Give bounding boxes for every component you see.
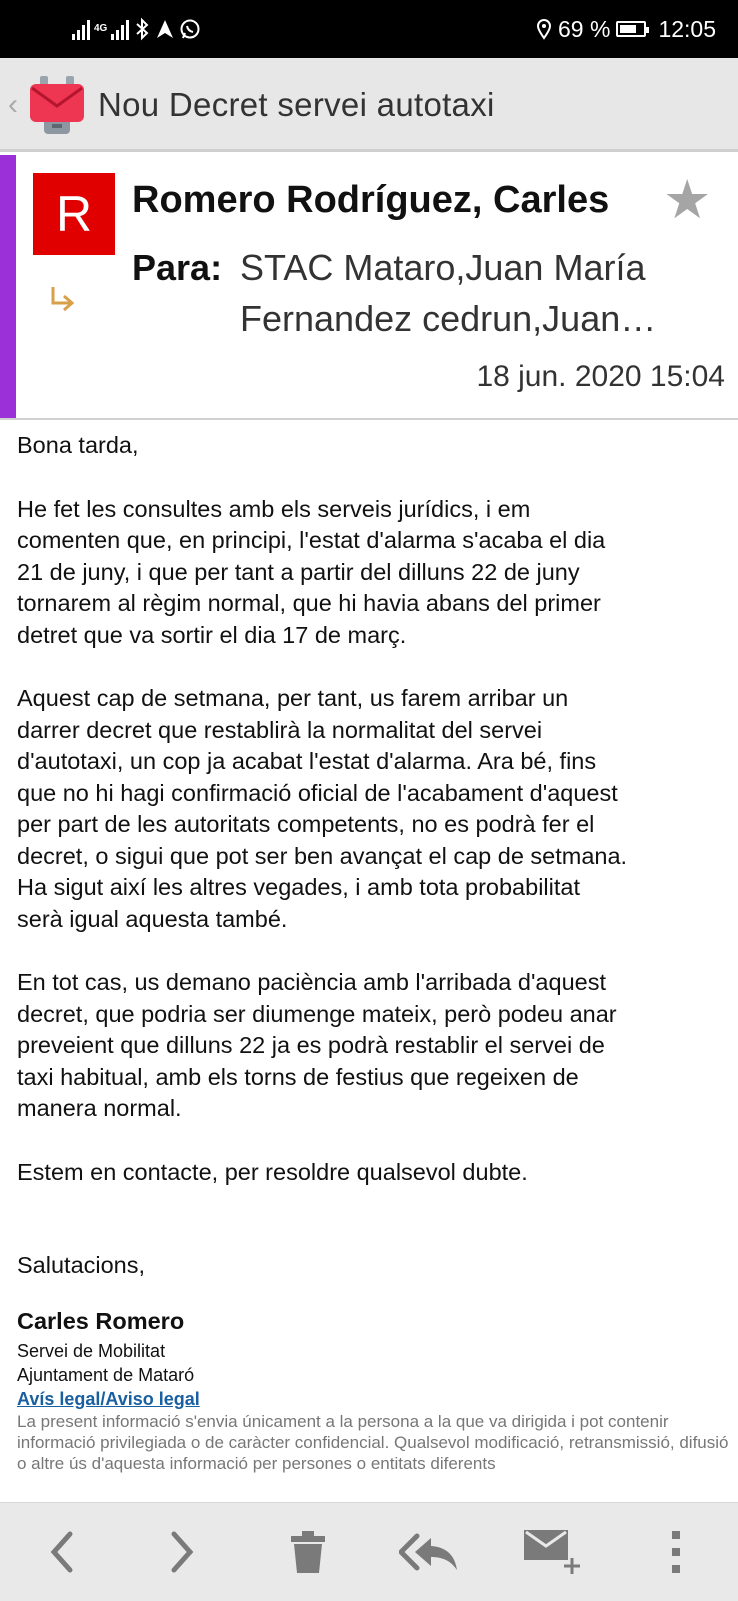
status-icons-left: [72, 14, 201, 44]
battery-icon: [616, 21, 646, 37]
signature-department: Servei de Mobilitat: [17, 1340, 166, 1361]
sender-name[interactable]: Romero Rodríguez, Carles: [132, 179, 610, 221]
signature-organization: Ajuntament de Mataró: [17, 1364, 195, 1385]
bottom-toolbar: [0, 1502, 738, 1601]
reply-all-button[interactable]: [380, 1503, 480, 1601]
more-options-button[interactable]: [626, 1503, 726, 1601]
status-icons-right: [536, 14, 716, 44]
next-icon: [162, 1528, 202, 1576]
back-chevron-icon[interactable]: ‹: [8, 88, 18, 121]
app-bar: [0, 58, 738, 152]
reply-all-icon: [399, 1530, 461, 1574]
account-color-bar: [0, 155, 16, 418]
body-paragraph: Aquest cap de setmana, per tant, us farem arribar un darrer decret que restablirà la normalitat del servei d'autotaxi, un cop ja acabat l'estat d'alarma. Ara bé, fins que no hi hagi confirmació oficial de l'acabament d'aquest per part de les autoritats competents, no es podrà fer el decret, o sigui que pot ser ben avançat el cap de setmana. Ha sigut així les altres vegades, i amb tota probabilitat serà igual aquesta també.: [17, 685, 628, 932]
delete-button[interactable]: [258, 1503, 358, 1601]
message-body: [17, 430, 729, 1491]
closing: Salutacions,: [17, 1252, 146, 1278]
more-icon: [666, 1527, 686, 1577]
battery-level: [620, 25, 635, 33]
message-date: 18 jun. 2020 15:04: [476, 360, 725, 393]
signal-icon-2: [111, 18, 129, 40]
replied-arrow-icon: [48, 283, 78, 325]
recipients-line-2[interactable]: Fernandez cedrun,Juan…: [240, 298, 657, 339]
previous-button[interactable]: [12, 1503, 112, 1601]
legal-text: La present informació s'envia únicament a la persona a la que va dirigida i pot contenir informació privilegiada o de caràcter confidencial. Qualsevol modificació, retransmissió, difusió o altre ús d'aquesta informació per persones o entitats diferents: [17, 1411, 729, 1473]
mail-envelope-icon[interactable]: [28, 74, 86, 136]
body-paragraph: Estem en contacte, per resoldre qualsevol dubte.: [17, 1158, 528, 1185]
compose-button[interactable]: [500, 1503, 600, 1601]
compose-icon: [518, 1524, 582, 1580]
status-bar: [0, 0, 738, 58]
legal-text-container: [17, 1411, 729, 1491]
legal-notice-link[interactable]: Avís legal/Aviso legal: [17, 1388, 200, 1409]
signature-name: Carles Romero: [17, 1307, 185, 1334]
recipients-line-1[interactable]: STAC Mataro,Juan María: [240, 247, 646, 288]
navigation-icon: [155, 18, 175, 40]
next-button[interactable]: [132, 1503, 232, 1601]
bluetooth-icon: [133, 17, 151, 41]
location-icon: [536, 18, 552, 40]
message-header: [0, 155, 738, 420]
sender-avatar[interactable]: R: [33, 173, 115, 255]
whatsapp-icon: [179, 18, 201, 40]
clock: 12:05: [658, 15, 716, 42]
body-paragraph: En tot cas, us demano paciència amb l'arribada d'aquest decret, que podria ser diumenge mateix, però podeu anar preveient que dilluns 22 ja es podrà restablir el servei de taxi habitual, amb els torns de festius que regeixen de manera normal.: [17, 969, 617, 1121]
page-title: Nou Decret servei autotaxi: [98, 86, 495, 123]
battery-percent: 69 %: [558, 15, 611, 42]
network-type: 4G: [94, 23, 108, 34]
star-icon[interactable]: ★: [663, 170, 712, 230]
recipients-label: Para:: [132, 247, 223, 288]
signal-icon: [72, 18, 90, 40]
greeting: Bona tarda,: [17, 432, 139, 458]
delete-icon: [288, 1527, 328, 1577]
previous-icon: [42, 1528, 82, 1576]
body-paragraph: He fet les consultes amb els serveis jurídics, i em comenten que, en principi, l'estat d'alarma s'acaba el dia 21 de juny, i que per tant a partir del dilluns 22 de juny tornarem al règim normal, que hi havia abans del primer detret que va sortir el dia 17 de març.: [17, 495, 606, 648]
